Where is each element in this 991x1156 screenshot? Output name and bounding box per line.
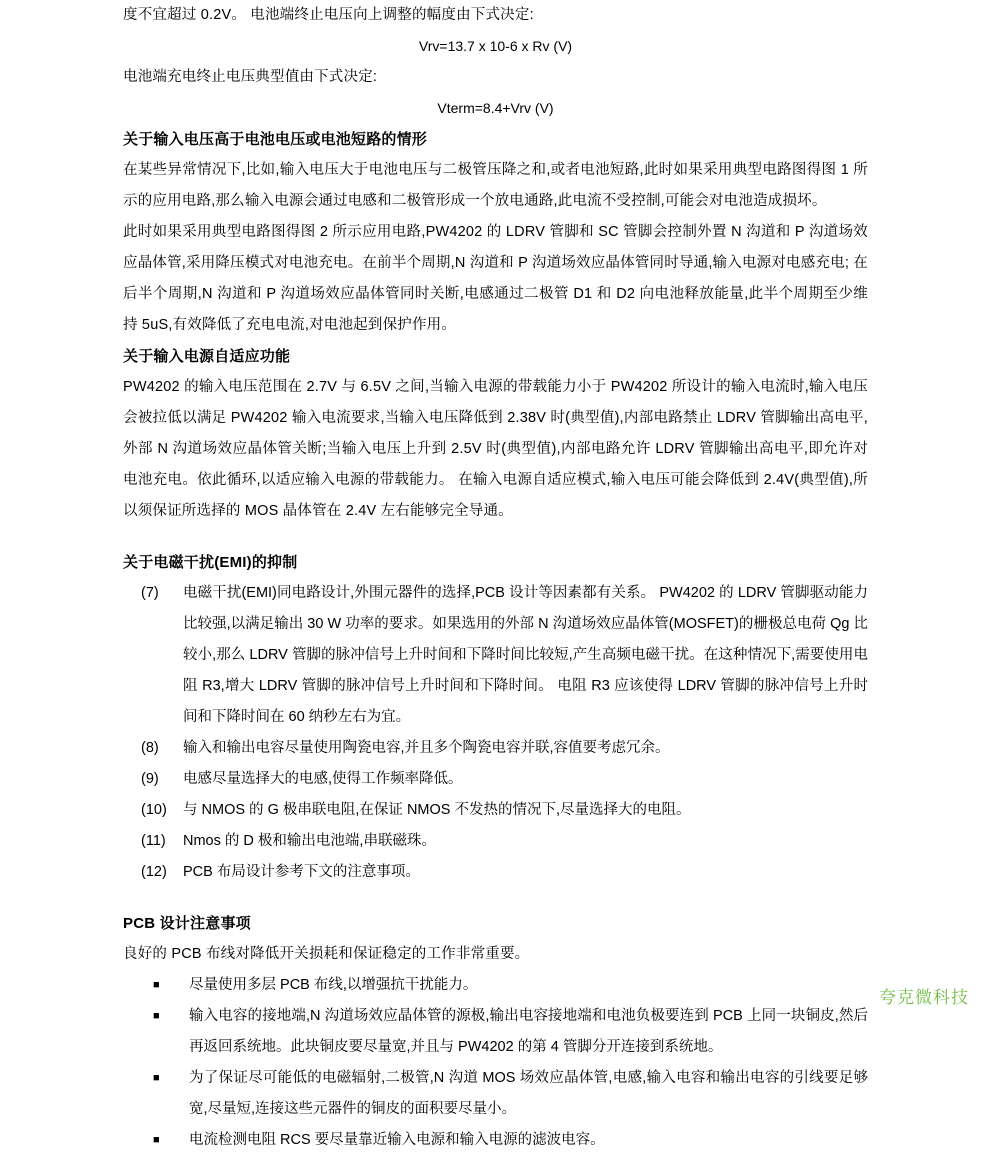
square-bullet-icon: ■ [153,1072,160,1084]
list-item [123,733,868,764]
list-item [123,1125,868,1156]
list-item-text: 尽量使用多层 PCB 布线,以增强抗干扰能力。 [189,977,478,993]
section-heading-emi: 关于电磁干扰(EMI)的抑制 [123,554,298,571]
list-item [123,1063,868,1125]
list-item-number: (12) [141,864,167,880]
list-item-number: (10) [141,802,167,818]
list-item [123,795,868,826]
section-heading-input-voltage: 关于输入电压高于电池电压或电池短路的情形 [123,131,428,148]
list-item-text: PCB 布局设计参考下文的注意事项。 [183,864,420,880]
list-item-text: Nmos 的 D 极和输出电池端,串联磁珠。 [183,833,436,849]
list-item-number: (8) [141,740,159,756]
list-item [123,857,868,888]
watermark: 夸克微科技 [879,988,969,1007]
list-item-text: 电感尽量选择大的电感,使得工作频率降低。 [183,771,463,787]
list-item [123,578,868,733]
charge-term-intro: 电池端充电终止电压典型值由下式决定: [123,69,378,85]
list-item [123,764,868,795]
section-paragraph: 在某些异常情况下,比如,输入电压大于电池电压与二极管压降之和,或者电池短路,此时如果采用典型电路图得图 1 所示的应用电路,那么输入电源会通过电感和二极管形成一个放电通路,此电流不受控制,可能会对电池造成损坏。 [123,162,868,209]
list-item-text: 电流检测电阻 RCS 要尽量靠近输入电源和输入电源的滤波电容。 [189,1132,605,1148]
list-item-text: 为了保证尽可能低的电磁辐射,二极管,N 沟道 MOS 场效应晶体管,电感,输入电容和输出电容的引线要足够宽,尽量短,连接这些元器件的铜皮的面积要尽量小。 [189,1070,868,1117]
list-item [123,826,868,857]
list-item-text: 电磁干扰(EMI)同电路设计,外围元器件的选择,PCB 设计等因素都有关系。 PW4202 的 LDRV 管脚驱动能力比较强,以满足输出 30 W 功率的要求。如果选用的外部 N 沟道场效应晶体管(MOSFET)的栅极总电荷 Qg 比较小,那么 LDRV 管脚的脉冲信号上升时间和下降时间比较短,产生高频电磁干扰。在这种情况下,需要使用电阻 R3,增大 LDRV 管脚的脉冲信号上升时间和下降时间。 电阻 R3 应该使得 LDRV 管脚的脉冲信号上升时间和下降时间在 60 纳秒左右为宜。 [183,585,868,725]
list-item [123,970,868,1001]
square-bullet-icon: ■ [153,1010,160,1022]
list-item-text: 输入和输出电容尽量使用陶瓷电容,并且多个陶瓷电容并联,容值要考虑冗余。 [183,740,670,756]
emi-numbered-list [123,578,868,888]
square-bullet-icon: ■ [153,1134,160,1146]
section-heading-adaptive-source: 关于输入电源自适应功能 [123,348,291,365]
top-paragraph: 度不宜超过 0.2V。 电池端终止电压向上调整的幅度由下式决定: [123,7,534,23]
list-item-number: (11) [141,833,166,849]
list-item-text: 与 NMOS 的 G 极串联电阻,在保证 NMOS 不发热的情况下,尽量选择大的电阻。 [183,802,691,818]
section-paragraph: PW4202 的输入电压范围在 2.7V 与 6.5V 之间,当输入电源的带载能力小于 PW4202 所设计的输入电流时,输入电压会被拉低以满足 PW4202 输入电流要求,当输入电压降低到 2.38V 时(典型值),内部电路禁止 LDRV 管脚输出高电平,外部 N 沟道场效应晶体管关断;当输入电压上升到 2.5V 时(典型值),内部电路允许 LDRV 管脚输出高电平,即允许对电池充电。依此循环,以适应输入电源的带载能力。 在输入电源自适应模式,输入电压可能会降低到 2.4V(典型值),所以须保证所选择的 MOS 晶体管在 2.4V 左右能够完全导通。 [123,379,868,519]
formula-vrv: Vrv=13.7 x 10-6 x Rv (V) [418,38,573,54]
section-heading-pcb: PCB 设计注意事项 [123,915,251,932]
list-item-number: (7) [141,585,159,601]
section-paragraph: 此时如果采用典型电路图得图 2 所示应用电路,PW4202 的 LDRV 管脚和 SC 管脚会控制外置 N 沟道和 P 沟道场效 应晶体管,采用降压模式对电池充电。在前半个周期,N 沟道和 P 沟道场效应晶体管同时导通,输入电源对电感充电; 在后半个周期,N 沟道和 P 沟道场效应晶体管同时关断,电感通过二极管 D1 和 D2 向电池释放能量,此半个周期至少维持 5uS,有效降低了充电电流,对电池起到保护作用。 [123,224,869,333]
formula-vterm: Vterm=8.4+Vrv (V) [437,100,554,116]
list-item [123,1001,868,1063]
section-spacer [123,888,868,908]
pcb-bullet-list [123,970,868,1156]
square-bullet-icon: ■ [153,979,160,991]
list-item-number: (9) [141,771,159,787]
list-item-text: 输入电容的接地端,N 沟道场效应晶体管的源极,输出电容接地端和电池负极要连到 PCB 上同一块铜皮,然后再返回系统地。此块铜皮要尽量宽,并且与 PW4202 的第 4 管脚分开连接到系统地。 [189,1008,868,1055]
section-spacer [123,527,868,547]
section-paragraph: 良好的 PCB 布线对降低开关损耗和保证稳定的工作非常重要。 [123,946,530,962]
